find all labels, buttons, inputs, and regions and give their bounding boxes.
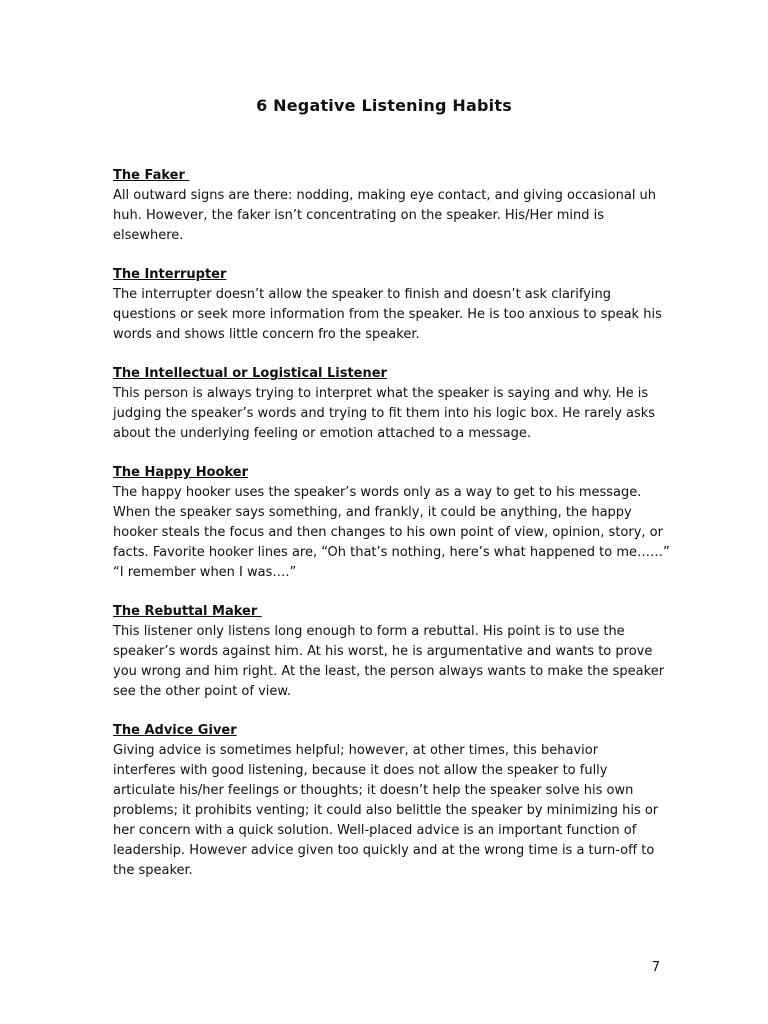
section-interrupter xyxy=(113,265,662,345)
paragraph-line: speaker’s words against him. At his worst, he is argumentative and wants to prove xyxy=(113,644,653,659)
section-paragraph xyxy=(113,622,665,702)
paragraph-line: you wrong and him right. At the least, the person always wants to make the speaker xyxy=(113,664,665,679)
paragraph-line: The interrupter doesn’t allow the speaker to finish and doesn’t ask clarifying xyxy=(113,287,612,302)
section-intellectual-listener xyxy=(113,364,658,444)
paragraph-line: articulate his/her feelings or thoughts; it doesn’t help the speaker solve his own xyxy=(113,783,634,798)
section-paragraph xyxy=(113,741,658,881)
paragraph-line: her concern with a quick solution. Well-placed advice is an important function of xyxy=(113,823,637,838)
paragraph-line: about the underlying feeling or emotion attached to a message. xyxy=(113,426,531,441)
paragraph-line: words and shows little concern fro the speaker. xyxy=(113,327,420,342)
paragraph-line: facts. Favorite hooker lines are, “Oh that’s nothing, here’s what happened to me……” xyxy=(113,545,670,560)
section-heading: The Advice Giver xyxy=(113,723,237,738)
paragraph-line: interferes with good listening, because it does not allow the speaker to fully xyxy=(113,763,608,778)
paragraph-line: The happy hooker uses the speaker’s words only as a way to get to his message. xyxy=(113,485,642,500)
paragraph-line: hooker steals the focus and then changes to his own point of view, opinion, story, or xyxy=(113,525,663,540)
document-body xyxy=(113,166,670,900)
paragraph-line: When the speaker says something, and frankly, it could be anything, the happy xyxy=(113,505,632,520)
section-heading: The Faker xyxy=(113,168,190,183)
section-paragraph xyxy=(113,186,658,246)
paragraph-line: see the other point of view. xyxy=(113,684,291,699)
paragraph-line: “I remember when I was….” xyxy=(113,565,297,580)
paragraph-line: questions or seek more information from the speaker. He is too anxious to speak his xyxy=(113,307,662,322)
page-number: 7 xyxy=(651,960,660,975)
paragraph-line: problems; it prohibits venting; it could also belittle the speaker by minimizing his or xyxy=(113,803,659,818)
page-title: 6 Negative Listening Habits xyxy=(256,96,512,115)
paragraph-line: the speaker. xyxy=(113,863,193,878)
paragraph-line: This person is always trying to interpret what the speaker is saying and why. He is xyxy=(113,386,649,401)
section-paragraph xyxy=(113,483,670,583)
paragraph-line: leadership. However advice given too quickly and at the wrong time is a turn-off to xyxy=(113,843,655,858)
section-heading: The Interrupter xyxy=(113,267,227,282)
section-heading: The Rebuttal Maker xyxy=(113,604,262,619)
paragraph-line: huh. However, the faker isn’t concentrating on the speaker. His/Her mind is xyxy=(113,208,604,223)
section-happy-hooker xyxy=(113,463,670,583)
paragraph-line: judging the speaker’s words and trying to fit them into his logic box. He rarely asks xyxy=(113,406,656,421)
section-paragraph xyxy=(113,285,662,345)
paragraph-line: All outward signs are there: nodding, making eye contact, and giving occasional uh xyxy=(113,188,657,203)
section-faker xyxy=(113,166,658,246)
paragraph-line: Giving advice is sometimes helpful; however, at other times, this behavior xyxy=(113,743,599,758)
section-paragraph xyxy=(113,384,658,444)
paragraph-line: This listener only listens long enough to form a rebuttal. His point is to use the xyxy=(113,624,625,639)
section-advice-giver xyxy=(113,721,658,881)
paragraph-line: elsewhere. xyxy=(113,228,184,243)
section-rebuttal-maker xyxy=(113,602,665,702)
section-heading: The Happy Hooker xyxy=(113,465,248,480)
section-heading: The Intellectual or Logistical Listener xyxy=(113,366,387,381)
